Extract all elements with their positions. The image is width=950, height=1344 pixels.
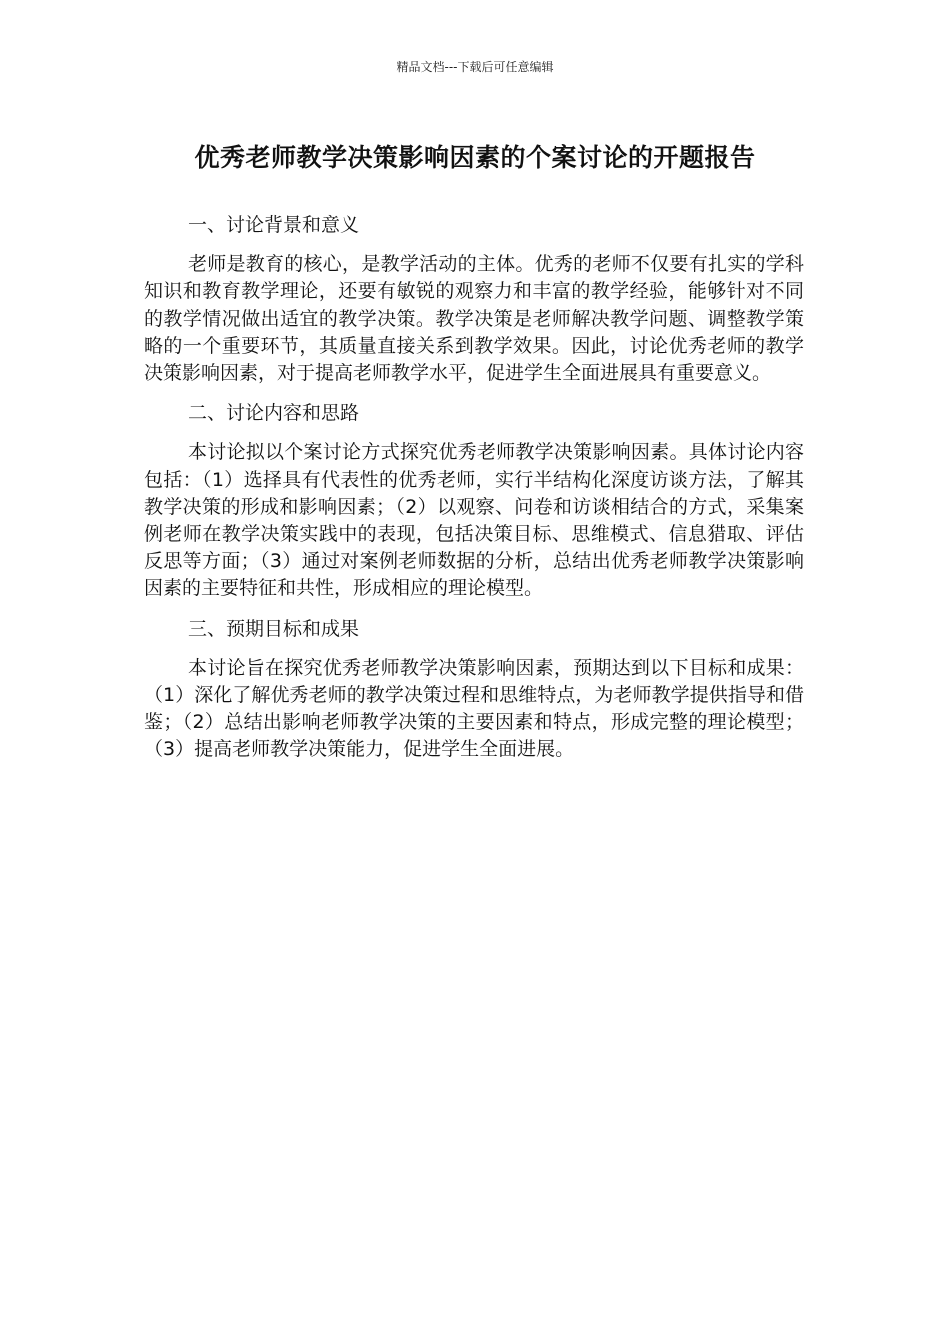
header-note: 精品文档---下载后可任意编辑 [396,60,554,74]
section-goals [144,616,804,764]
section-heading: 三、预期目标和成果 [188,617,360,640]
section-paragraph: 老师是教育的核心，是教学活动的主体。优秀的老师不仅要有扎实的学科知识和教育教学理论，还要有敏锐的观察力和丰富的教学经验，能够针对不同的教学情况做出适宜的教学决策。教学决策是老师解决教学问题、调整教学策略的一个重要环节，其质量直接关系到教学效果。因此，讨论优秀老师的教学决策影响因素，对于提高老师教学水平，促进学生全面进展具有重要意义。 [144,253,804,385]
section-paragraph: 本讨论旨在探究优秀老师教学决策影响因素，预期达到以下目标和成果：（1）深化了解优秀老师的教学决策过程和思维特点，为老师教学提供指导和借鉴；（2）总结出影响老师教学决策的主要因素和特点，形成完整的理论模型；（3）提高老师教学决策能力，促进学生全面进展。 [144,656,804,761]
section-heading: 二、讨论内容和思路 [188,402,360,425]
document-body [144,212,804,764]
document-title: 优秀老师教学决策影响因素的个案讨论的开题报告 [194,143,756,172]
section-content [144,400,804,602]
section-background [144,212,804,387]
section-heading: 一、讨论背景和意义 [188,214,360,236]
section-paragraph: 本讨论拟以个案讨论方式探究优秀老师教学决策影响因素。具体讨论内容包括：（1）选择具有代表性的优秀老师，实行半结构化深度访谈方法，了解其教学决策的形成和影响因素；（2）以观察、问卷和访谈相结合的方式，采集案例老师在教学决策实践中的表现，包括决策目标、思维模式、信息猎取、评估反思等方面；（3）通过对案例老师数据的分析，总结出优秀老师教学决策影响因素的主要特征和共性，形成相应的理论模型。 [144,441,804,600]
